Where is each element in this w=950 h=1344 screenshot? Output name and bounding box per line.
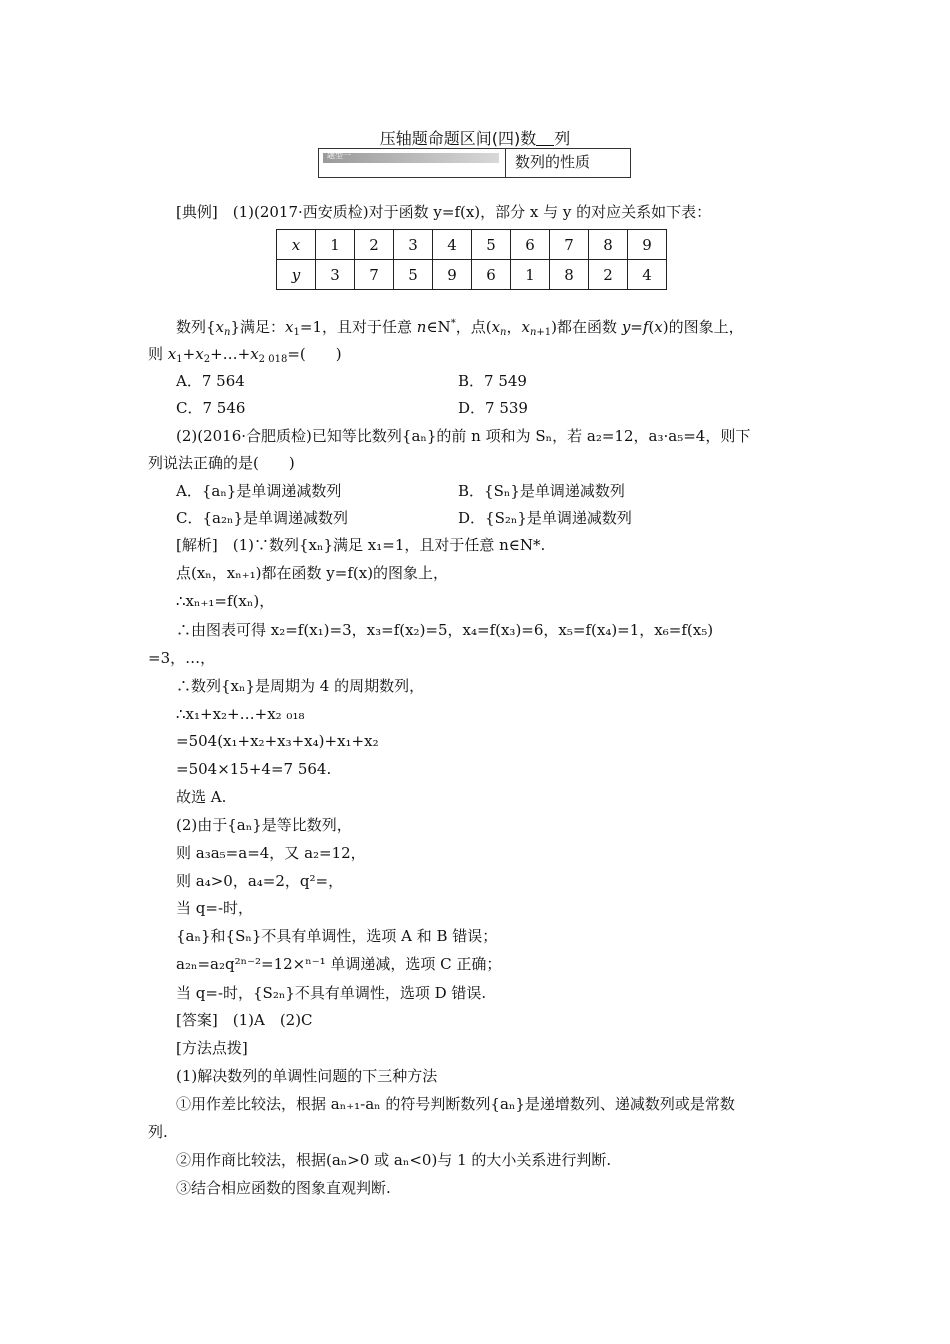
answer-text: (1)A (2)C <box>232 1011 313 1029</box>
solution-line-7: ∴x₁+x₂+…+x₂ ₀₁₈ <box>176 705 305 723</box>
question-1-line-1: 数列$\{x_n\}$满足：$x_1=1$，且对于任意 n∈N*，点($x_n$，$x_{n+1}$)都在函数 y=f(x)的图象上， <box>176 318 744 338</box>
xy-table <box>276 229 667 290</box>
table-cell: 2 <box>355 230 394 260</box>
solution-text: (1)∵数列{xₙ}满足 x₁=1，且对于任意 n∈N*. <box>232 536 546 554</box>
table-header-y: y <box>277 260 316 290</box>
q1-option-c: C．7 546 <box>176 399 246 417</box>
question-2-line-2: 列说法正确的是( ) <box>148 454 295 472</box>
solution-line-9: =504×15+4=7 564. <box>176 760 332 778</box>
q1-text-d: )都在函数 <box>551 318 618 336</box>
solution-line-16: a₂ₙ=a₂q²ⁿ⁻²=12×ⁿ⁻¹ 单调递减，选项 C 正确； <box>176 955 502 973</box>
method-line-5: ③结合相应函数的图象直观判断. <box>176 1179 391 1197</box>
solution-line-3: ∴xₙ₊₁=f(xₙ)， <box>176 592 275 610</box>
q1-text-e: 的图象上， <box>668 318 744 336</box>
title-part-1: 压轴题命题区间(四)数 <box>379 129 537 148</box>
q1-line2-prefix: 则 <box>148 345 164 363</box>
solution-line-13: 则 a₄>0，a₄=2，q²=， <box>176 872 344 890</box>
q1-text-a: 满足： <box>240 318 286 336</box>
q1-option-a: A．7 564 <box>176 372 245 390</box>
method-line-3: 列. <box>148 1123 168 1141</box>
solution-line-6: ∴数列{xₙ}是周期为 4 的周期数列， <box>176 677 425 695</box>
solution-line-12: 则 a₃a₅=a=4，又 a₂=12， <box>176 844 366 862</box>
table-cell: 9 <box>433 260 472 290</box>
table-cell: 1 <box>316 230 355 260</box>
title-part-2: 列 <box>554 129 571 148</box>
table-cell: 6 <box>511 230 550 260</box>
table-cell: 7 <box>550 230 589 260</box>
table-cell: 2 <box>589 260 628 290</box>
solution-line-15: {aₙ}和{Sₙ}不具有单调性，选项 A 和 B 错误； <box>176 927 498 945</box>
q1-text-c: 点( <box>470 318 492 336</box>
answer-label: [答案] <box>176 1011 218 1029</box>
question-2-line-1: (2)(2016·合肥质检)已知等比数列{aₙ}的前 n 项和为 Sₙ，若 a₂=12，a₃·a₅=4，则下 <box>176 427 751 445</box>
table-cell: 3 <box>394 230 433 260</box>
q1-option-d: D．7 539 <box>458 399 528 417</box>
table-cell: 5 <box>472 230 511 260</box>
method-line-2: ①用作差比较法，根据 aₙ₊₁-aₙ 的符号判断数列{aₙ}是递增数列、递减数列或是常数 <box>176 1095 735 1113</box>
q1-text-b: =1，且对于任意 <box>299 318 412 336</box>
solution-line-4: ∴由图表可得 x₂=f(x₁)=3，x₃=f(x₂)=5，x₄=f(x₃)=6，x₅=f(x₄)=1，x₆=f(x₅) <box>176 621 714 639</box>
solution-label: [解析] <box>176 536 218 554</box>
table-cell: 6 <box>472 260 511 290</box>
q2-option-c: C．{a₂ₙ}是单调递减数列 <box>176 509 349 527</box>
section-tag <box>323 153 499 163</box>
solution-line-17: 当 q=-时，{S₂ₙ}不具有单调性，选项 D 错误. <box>176 984 487 1002</box>
table-cell: 1 <box>511 260 550 290</box>
solution-line-10: 故选 A. <box>176 788 227 806</box>
section-banner <box>318 148 631 178</box>
example-label: [典例] <box>176 203 218 221</box>
method-line-4: ②用作商比较法，根据(aₙ>0 或 aₙ<0)与 1 的大小关系进行判断. <box>176 1151 612 1169</box>
q2-option-b: B．{Sₙ}是单调递减数列 <box>458 482 625 500</box>
solution-line-1 <box>176 535 545 555</box>
q1-option-b: B．7 549 <box>458 372 527 390</box>
method-label: [方法点拨] <box>176 1039 248 1057</box>
answer-line <box>176 1010 313 1030</box>
table-cell: 8 <box>589 230 628 260</box>
q2-option-d: D．{S₂ₙ}是单调递减数列 <box>458 509 632 527</box>
solution-line-2: 点(xₙ，xₙ₊₁)都在函数 y=f(x)的图象上， <box>176 564 449 582</box>
solution-line-14: 当 q=-时， <box>176 899 254 917</box>
banner-divider <box>505 149 506 177</box>
table-cell: 9 <box>628 230 667 260</box>
solution-line-11: (2)由于{aₙ}是等比数列， <box>176 816 352 834</box>
q1-line2-suffix: =( ) <box>287 345 342 363</box>
section-name: 数列的性质 <box>515 153 591 171</box>
section-tag-label: 题型一 <box>327 151 351 160</box>
method-line-1: (1)解决数列的单调性问题的下三种方法 <box>176 1067 438 1085</box>
table-row-y <box>277 260 667 290</box>
solution-line-8: =504(x₁+x₂+x₃+x₄)+x₁+x₂ <box>176 732 379 750</box>
table-cell: 4 <box>628 260 667 290</box>
solution-line-5: =3，…， <box>148 649 216 667</box>
question-1-intro-text: (1)(2017·西安质检)对于函数 y=f(x)，部分 x 与 y 的对应关系如下表： <box>232 203 712 221</box>
question-1-intro <box>176 202 711 222</box>
table-cell: 3 <box>316 260 355 290</box>
page-title <box>0 126 950 149</box>
table-cell: 4 <box>433 230 472 260</box>
table-cell: 5 <box>394 260 433 290</box>
table-row-x <box>277 230 667 260</box>
table-cell: 8 <box>550 260 589 290</box>
q2-option-a: A．{aₙ}是单调递减数列 <box>176 482 342 500</box>
question-1-line-2: 则 $x_1+x_2+\dots+x_{2 018}=$( ) <box>148 345 342 365</box>
table-header-x: x <box>277 230 316 260</box>
table-cell: 7 <box>355 260 394 290</box>
title-blank <box>536 131 554 146</box>
